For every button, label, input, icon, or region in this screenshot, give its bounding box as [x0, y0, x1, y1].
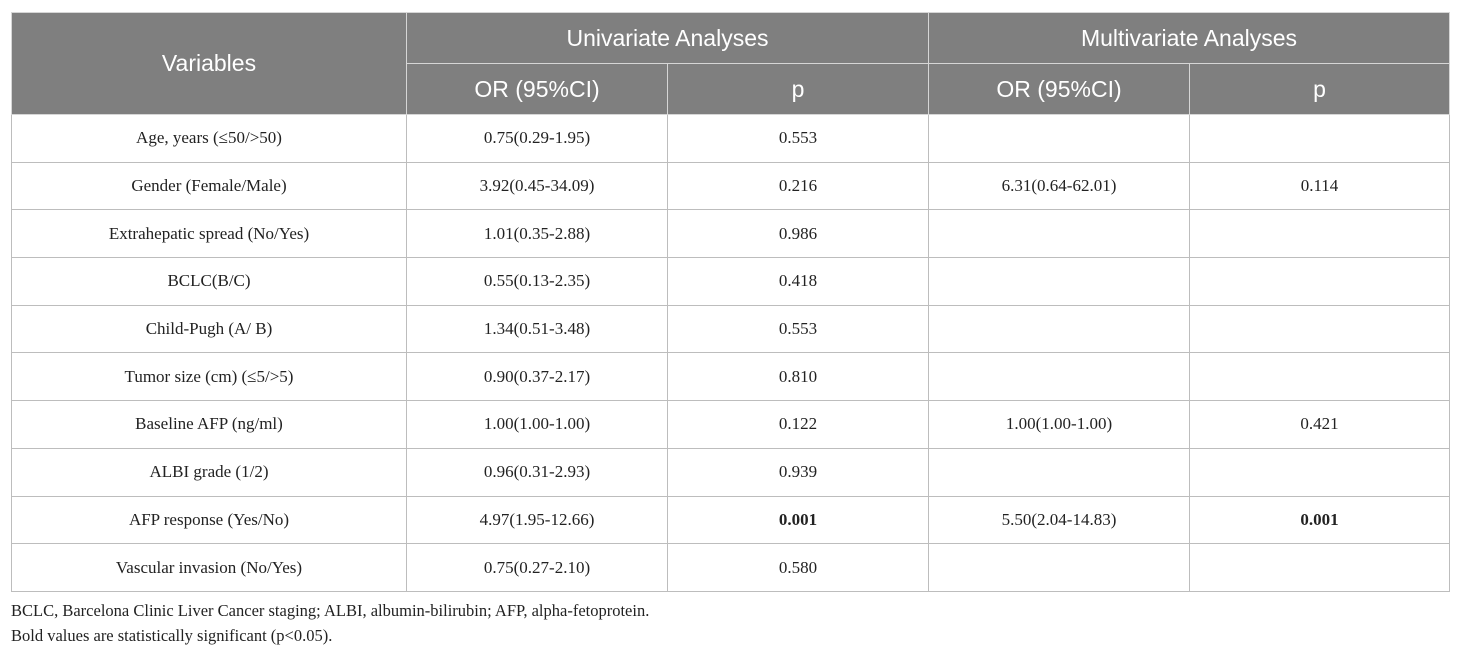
cell-variable: Gender (Female/Male): [12, 162, 407, 210]
cell-variable: Child-Pugh (A/ B): [12, 305, 407, 353]
cell-uni-or: 0.90(0.37-2.17): [407, 353, 668, 401]
cell-uni-p: 0.810: [668, 353, 929, 401]
cell-multi-or: [929, 210, 1190, 258]
cell-uni-p: 0.122: [668, 401, 929, 449]
cell-variable: Baseline AFP (ng/ml): [12, 401, 407, 449]
cell-uni-p: 0.553: [668, 305, 929, 353]
cell-uni-or: 0.55(0.13-2.35): [407, 258, 668, 306]
cell-uni-p: 0.986: [668, 210, 929, 258]
cell-variable: Age, years (≤50/>50): [12, 115, 407, 163]
cell-variable: Extrahepatic spread (No/Yes): [12, 210, 407, 258]
table-row: [12, 162, 1450, 210]
table-row: [12, 258, 1450, 306]
cell-uni-p: 0.553: [668, 115, 929, 163]
header-row-groups: [12, 13, 1450, 64]
cell-uni-or: 3.92(0.45-34.09): [407, 162, 668, 210]
cell-uni-p: 0.580: [668, 544, 929, 592]
table-row: [12, 353, 1450, 401]
cell-uni-or: 0.75(0.27-2.10): [407, 544, 668, 592]
cell-uni-or: 1.00(1.00-1.00): [407, 401, 668, 449]
footnote-abbreviations: BCLC, Barcelona Clinic Liver Cancer staging; ALBI, albumin-bilirubin; AFP, alpha-fetoprotein.: [11, 601, 650, 620]
cell-uni-p: 0.418: [668, 258, 929, 306]
table-row: [12, 401, 1450, 449]
cell-multi-p: [1190, 115, 1450, 163]
table-row: [12, 210, 1450, 258]
footnotes: [11, 598, 649, 648]
cell-multi-or: 6.31(0.64-62.01): [929, 162, 1190, 210]
header-multivariate: Multivariate Analyses: [929, 13, 1450, 64]
cell-multi-p: [1190, 448, 1450, 496]
table-row: [12, 448, 1450, 496]
table-row: [12, 496, 1450, 544]
cell-uni-p: 0.939: [668, 448, 929, 496]
header-uni-p: p: [668, 64, 929, 115]
cell-multi-or: [929, 305, 1190, 353]
cell-uni-p: 0.001: [668, 496, 929, 544]
results-table: [11, 12, 1450, 592]
footnote-bold-note: Bold values are statistically significant (p<0.05).: [11, 626, 333, 645]
cell-multi-or: [929, 258, 1190, 306]
table-row: [12, 115, 1450, 163]
table-row: [12, 544, 1450, 592]
cell-uni-p: 0.216: [668, 162, 929, 210]
cell-multi-p: 0.001: [1190, 496, 1450, 544]
cell-multi-or: [929, 448, 1190, 496]
cell-multi-or: [929, 544, 1190, 592]
cell-uni-or: 0.75(0.29-1.95): [407, 115, 668, 163]
cell-multi-or: [929, 115, 1190, 163]
cell-multi-p: [1190, 544, 1450, 592]
cell-uni-or: 4.97(1.95-12.66): [407, 496, 668, 544]
header-multi-p: p: [1190, 64, 1450, 115]
table-body: [12, 115, 1450, 592]
cell-uni-or: 0.96(0.31-2.93): [407, 448, 668, 496]
cell-multi-p: [1190, 258, 1450, 306]
header-multi-or: OR (95%CI): [929, 64, 1190, 115]
cell-uni-or: 1.34(0.51-3.48): [407, 305, 668, 353]
table-row: [12, 305, 1450, 353]
results-table-container: [11, 12, 1449, 592]
cell-variable: BCLC(B/C): [12, 258, 407, 306]
cell-variable: ALBI grade (1/2): [12, 448, 407, 496]
cell-variable: AFP response (Yes/No): [12, 496, 407, 544]
cell-multi-or: [929, 353, 1190, 401]
cell-variable: Vascular invasion (No/Yes): [12, 544, 407, 592]
cell-multi-p: [1190, 353, 1450, 401]
cell-multi-p: 0.421: [1190, 401, 1450, 449]
cell-multi-or: 1.00(1.00-1.00): [929, 401, 1190, 449]
header-univariate: Univariate Analyses: [407, 13, 929, 64]
header-variables: Variables: [12, 13, 407, 115]
cell-multi-p: 0.114: [1190, 162, 1450, 210]
cell-variable: Tumor size (cm) (≤5/>5): [12, 353, 407, 401]
cell-multi-p: [1190, 210, 1450, 258]
cell-multi-p: [1190, 305, 1450, 353]
header-uni-or: OR (95%CI): [407, 64, 668, 115]
cell-multi-or: 5.50(2.04-14.83): [929, 496, 1190, 544]
cell-uni-or: 1.01(0.35-2.88): [407, 210, 668, 258]
